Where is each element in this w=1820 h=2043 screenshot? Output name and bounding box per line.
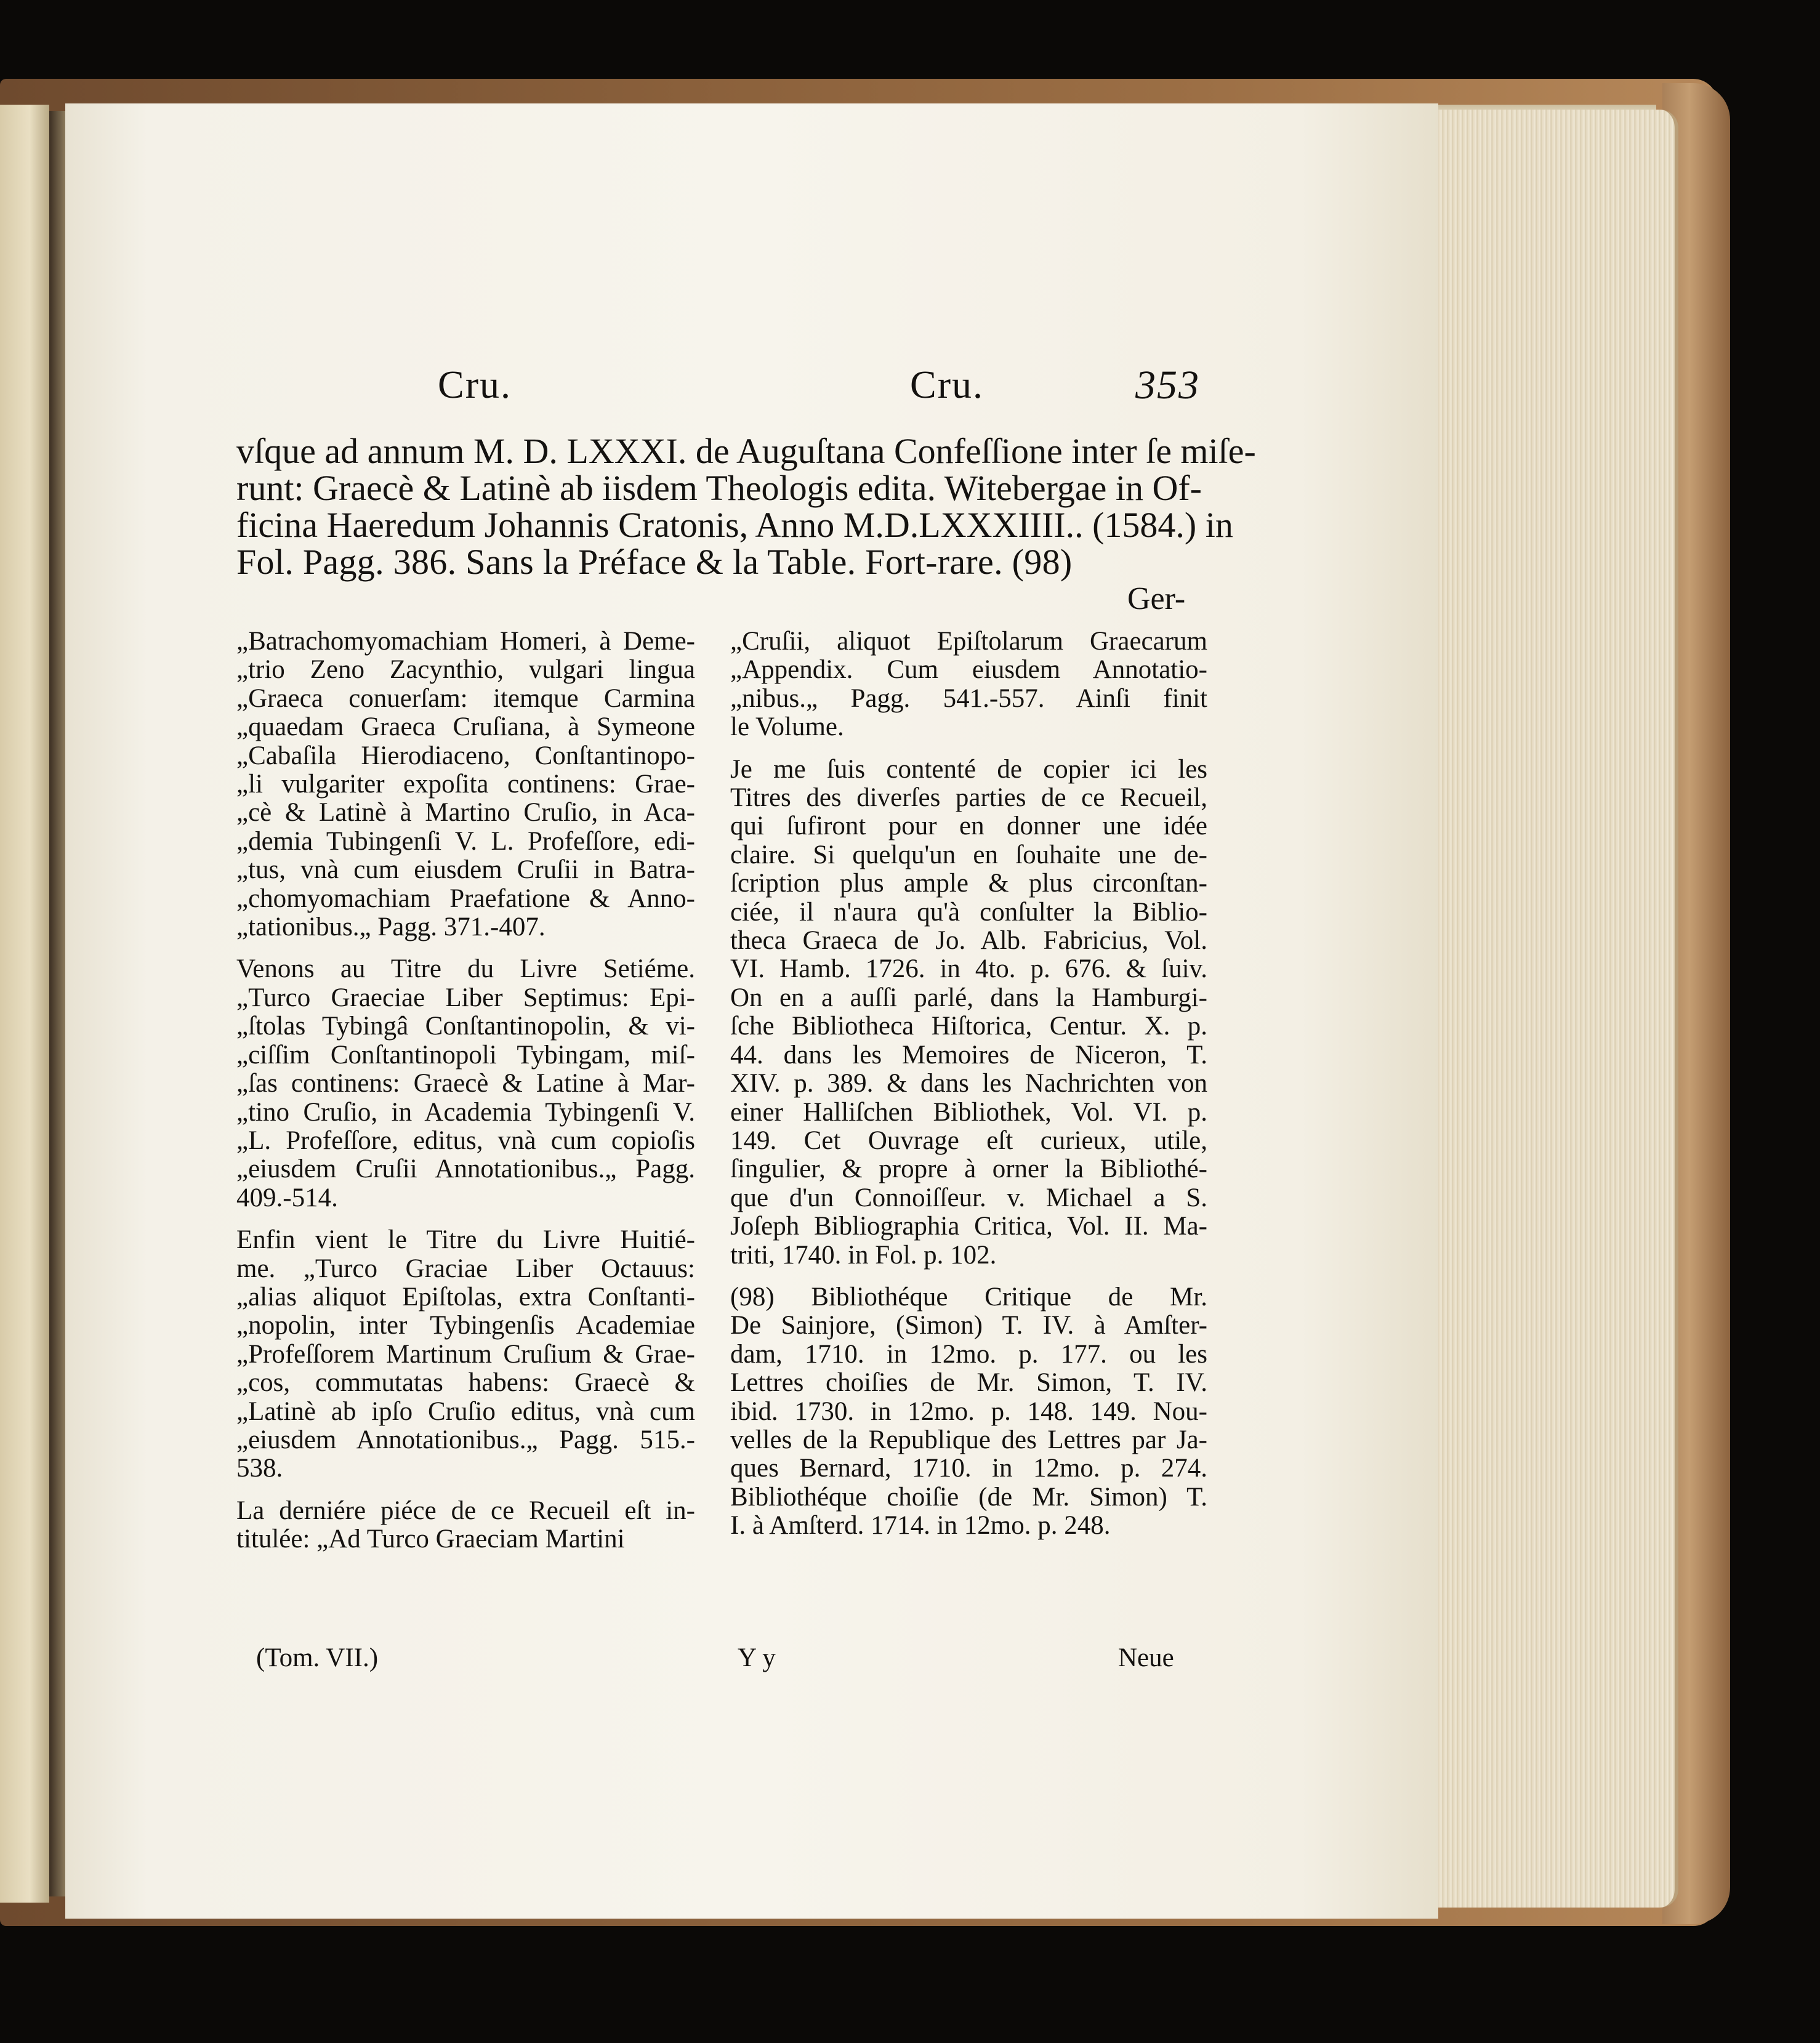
paragraph-gap (236, 1483, 695, 1497)
right-column (730, 627, 1207, 1541)
text-line: Je me ſuis contenté de copier ici les (730, 754, 1207, 784)
running-header (65, 362, 1438, 417)
text-line: (98) Bibliothéque Critique de Mr. (730, 1282, 1207, 1312)
text-line: „Cabaſila Hierodiaceno, Conſtantinopo- (236, 741, 695, 770)
text-line: „Latinè ab ipſo Cruſio editus, vnà cum (236, 1396, 695, 1426)
text-line: VI. Hamb. 1726. in 4to. p. 676. & ſuiv. (730, 954, 1207, 984)
text-line: „nibus.„ Pagg. 541.-557. Ainſi finit (730, 683, 1207, 713)
text-line: „alias aliquot Epiſtolas, extra Conſtanti- (236, 1282, 695, 1312)
catchword-bottom: Neue (1118, 1643, 1174, 1672)
text-line: ſche Bibliotheca Hiſtorica, Centur. X. p. (730, 1012, 1207, 1041)
text-line: „ciſſim Conſtantinopoli Tybingam, miſ- (236, 1040, 695, 1070)
left-column (236, 627, 695, 1554)
text-line: „cè & Latinè à Martino Cruſio, in Aca- (236, 798, 695, 828)
text-line: Bibliothéque choiſie (de Mr. Simon) T. (730, 1482, 1207, 1512)
text-line: 44. dans les Memoires de Niceron, T. (730, 1040, 1207, 1070)
text-line: ques Bernard, 1710. in 12mo. p. 274. (730, 1454, 1207, 1483)
text-line: „tationibus.„ Pagg. 371.-407. (236, 913, 546, 942)
page-number: 353 (1135, 363, 1200, 408)
text-line: Lettres choiſies de Mr. Simon, T. IV. (730, 1368, 1207, 1398)
text-line: De Sainjore, (Simon) T. IV. à Amſter- (730, 1311, 1207, 1340)
paragraph-gap (730, 1270, 1207, 1283)
running-head-left: Cru. (438, 363, 512, 406)
text-line: „eiusdem Cruſii Annotationibus.„ Pagg. (236, 1154, 695, 1184)
text-line: Titres des diverſes parties de ce Recueil, (730, 783, 1207, 813)
text-line: ſcription plus ample & plus circonſtan- (730, 869, 1207, 898)
text-line: Enfin vient le Titre du Livre Huitié- (236, 1225, 695, 1255)
gutter-shadow (49, 111, 65, 1896)
intro-paragraph (236, 431, 1256, 582)
text-line: 409.-514. (236, 1183, 338, 1212)
text-line: On en a auſſi parlé, dans la Hamburgi- (730, 983, 1207, 1012)
text-line: triti, 1740. in Fol. p. 102. (730, 1240, 997, 1270)
text-line: „eiusdem Annotationibus.„ Pagg. 515.- (236, 1425, 695, 1454)
text-line: „L. Profeſſore, editus, vnà cum copioſis (236, 1126, 695, 1155)
text-line: ſingulier, & propre à orner la Bibliothé- (730, 1154, 1207, 1184)
printed-page (65, 103, 1438, 1919)
text-line: Joſeph Bibliographia Critica, Vol. II. Ma- (730, 1212, 1207, 1241)
text-line: me. „Turco Graciae Liber Octauus: (236, 1254, 695, 1283)
volume-mark: (Tom. VII.) (256, 1643, 379, 1672)
text-line: „trio Zeno Zacynthio, vulgari lingua (236, 655, 695, 685)
paragraph-gap (236, 1212, 695, 1226)
text-line: „cos, commutatas habens: Graecè & (236, 1368, 695, 1398)
paragraph-gap (730, 742, 1207, 756)
text-line: 149. Cet Ouvrage eſt curieux, utile, (730, 1126, 1207, 1155)
text-line: titulée: „Ad Turco Graeciam Martini (236, 1525, 625, 1554)
paragraph-gap (236, 941, 695, 955)
text-line: „Turco Graeciae Liber Septimus: Epi- (236, 983, 695, 1012)
text-line: „chomyomachiam Praefatione & Anno- (236, 884, 695, 913)
text-line: XIV. p. 389. & dans les Nachrichten von (730, 1069, 1207, 1098)
text-line: einer Halliſchen Bibliothek, Vol. VI. p. (730, 1097, 1207, 1127)
facing-page-edge (0, 105, 49, 1903)
intro-line: vſque ad annum M. D. LXXXI. de Auguſtana Confeſſione inter ſe miſe- (236, 431, 1256, 471)
text-line: Venons au Titre du Livre Setiéme. (236, 954, 695, 984)
text-line: dam, 1710. in 12mo. p. 177. ou les (730, 1339, 1207, 1369)
text-line: „demia Tubingenſi V. L. Profeſſore, edi- (236, 826, 695, 856)
text-line: „Cruſii, aliquot Epiſtolarum Graecarum (730, 627, 1207, 656)
text-line: que d'un Connoiſſeur. v. Michael a S. (730, 1183, 1207, 1212)
text-line: „ſas continens: Graecè & Latine à Mar- (236, 1069, 695, 1098)
text-line: „Batrachomyomachiam Homeri, à Deme- (236, 627, 695, 656)
text-line: „tino Cruſio, in Academia Tybingenſi V. (236, 1097, 695, 1127)
text-line: velles de la Republique des Lettres par Ja- (730, 1425, 1207, 1454)
text-line: „nopolin, inter Tybingenſis Academiae (236, 1311, 695, 1340)
text-line: I. à Amſterd. 1714. in 12mo. p. 248. (730, 1511, 1111, 1541)
text-line: „Profeſſorem Martinum Cruſium & Grae- (236, 1339, 695, 1369)
text-line: claire. Si quelqu'un en ſouhaite une de- (730, 840, 1207, 869)
text-line: ciée, il n'aura qu'à conſulter la Biblio- (730, 897, 1207, 927)
text-line: ibid. 1730. in 12mo. p. 148. 149. Nou- (730, 1396, 1207, 1426)
intro-line: runt: Graecè & Latinè ab iisdem Theologis edita. Witebergae in Of- (236, 468, 1202, 508)
text-line: qui ſufiront pour en donner une idée (730, 812, 1207, 841)
intro-line: ficina Haeredum Johannis Cratonis, Anno M.D.LXXXIIII.. (1584.) in (236, 505, 1233, 545)
text-line: „li vulgariter expoſita continens: Grae- (236, 770, 695, 799)
text-line: „Graeca conuerſam: itemque Carmina (236, 683, 695, 713)
text-line: „Appendix. Cum eiusdem Annotatio- (730, 655, 1207, 685)
text-line: le Volume. (730, 712, 844, 742)
page-block-edges (1435, 110, 1678, 1908)
signature-mark: Y y (738, 1643, 776, 1672)
text-line: „ſtolas Tybingâ Conſtantinopolin, & vi- (236, 1012, 695, 1041)
catchword-top: Ger- (1127, 581, 1186, 616)
text-line: 538. (236, 1454, 283, 1483)
text-line: „tus, vnà cum eiusdem Cruſii in Batra- (236, 855, 695, 885)
text-line: „quaedam Graeca Cruſiana, à Symeone (236, 712, 695, 742)
text-line: theca Graeca de Jo. Alb. Fabricius, Vol. (730, 926, 1207, 956)
intro-line: Fol. Pagg. 386. Sans la Préface & la Table. Fort-rare. (98) (236, 542, 1073, 582)
running-head-center: Cru. (910, 363, 984, 406)
text-line: La derniére piéce de ce Recueil eſt in- (236, 1496, 695, 1525)
